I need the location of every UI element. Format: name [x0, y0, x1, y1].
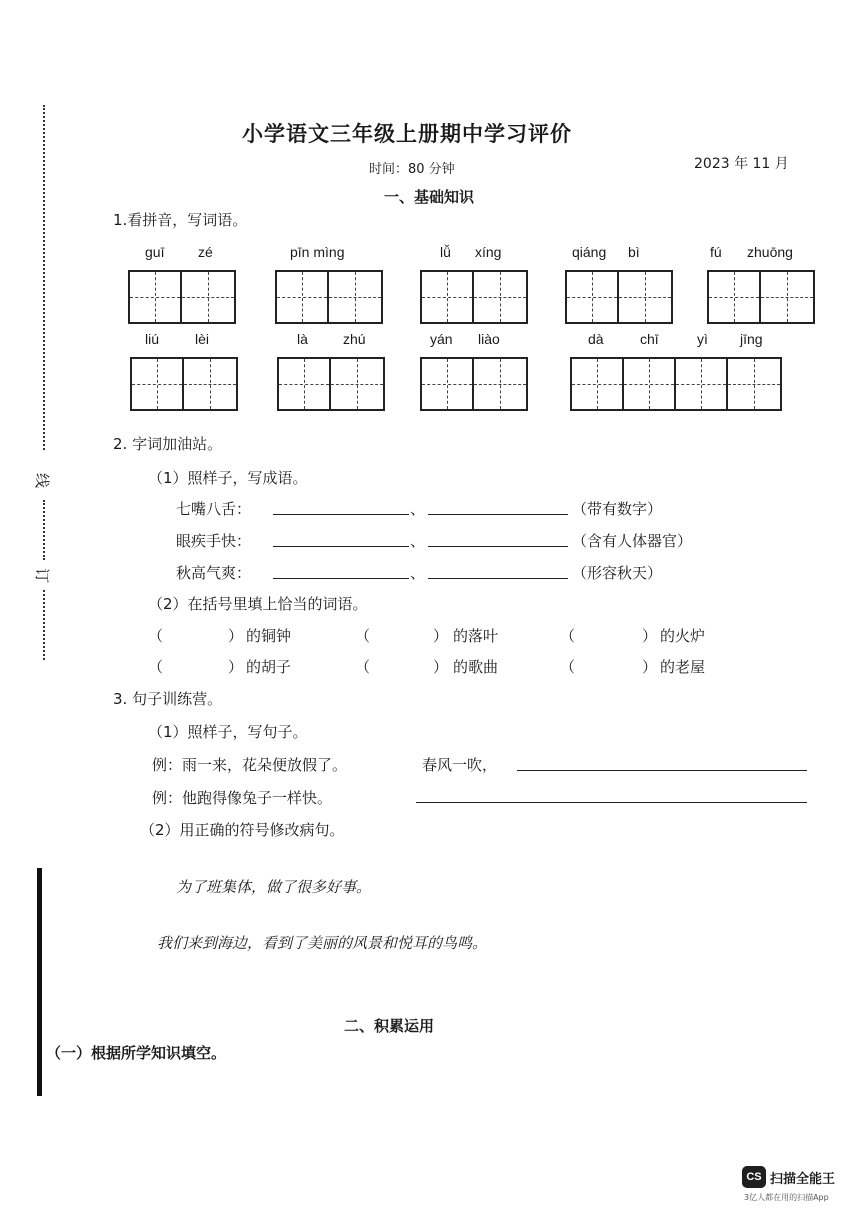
- idiom-hint: （形容秋天）: [572, 564, 663, 582]
- writing-grid[interactable]: [128, 270, 236, 324]
- pinyin: liú: [145, 331, 160, 347]
- fill-close-paren: ）: [433, 658, 449, 676]
- scanner-tagline: 3亿人都在用的扫描App: [744, 1193, 829, 1202]
- question-label: 2. 字词加油站。: [113, 435, 223, 453]
- pinyin: lǚ: [440, 244, 451, 260]
- fill-open-paren: （: [355, 627, 371, 645]
- pinyin: zhuōng: [747, 244, 793, 260]
- writing-grid[interactable]: [275, 270, 383, 324]
- fill-open-paren: （: [560, 627, 576, 645]
- pinyin: là: [297, 331, 308, 347]
- sub-question-label: （2）用正确的符号修改病句。: [140, 821, 345, 839]
- question-label: 3. 句子训练营。: [113, 690, 223, 708]
- pinyin: lèi: [195, 331, 210, 347]
- exam-time: 时间：80 分钟: [369, 162, 455, 177]
- pinyin: qiáng: [572, 244, 607, 260]
- fill-close-paren: ）: [228, 627, 244, 645]
- fill-word: 的老屋: [660, 658, 706, 676]
- fill-word: 的胡子: [246, 658, 292, 676]
- pinyin: jīng: [740, 331, 763, 347]
- page-title: 小学语文三年级上册期中学习评价: [242, 122, 572, 146]
- binding-char-ding: 订: [33, 567, 52, 584]
- writing-grid[interactable]: [570, 357, 782, 411]
- answer-blank[interactable]: [428, 545, 568, 547]
- idiom-example: 七嘴八舌：: [176, 500, 252, 518]
- writing-grid[interactable]: [277, 357, 385, 411]
- section-title: 一、基础知识: [384, 188, 475, 206]
- binding-dotted-line: [43, 105, 45, 450]
- pinyin: bì: [628, 244, 640, 260]
- idiom-hint: （带有数字）: [572, 500, 663, 518]
- answer-blank[interactable]: [517, 769, 807, 771]
- writing-grid[interactable]: [707, 270, 815, 324]
- binding-dotted-line: [43, 500, 45, 560]
- sentence-example: 例：他跑得像兔子一样快。: [152, 789, 333, 807]
- answer-blank[interactable]: [428, 513, 568, 515]
- faulty-sentence: 我们来到海边，看到了美丽的风景和悦耳的鸟鸣。: [157, 934, 488, 952]
- fill-word: 的铜钟: [246, 627, 292, 645]
- scan-edge-shadow: [37, 868, 42, 1096]
- scanner-brand: 扫描全能王: [770, 1172, 836, 1187]
- fill-open-paren: （: [148, 658, 164, 676]
- fill-open-paren: （: [355, 658, 371, 676]
- sub-question-label: （1）照样子，写句子。: [148, 723, 308, 741]
- question-label: 1.看拼音，写词语。: [113, 211, 248, 229]
- idiom-example: 眼疾手快：: [176, 532, 252, 550]
- answer-blank[interactable]: [428, 577, 568, 579]
- pinyin: yán: [430, 331, 453, 347]
- writing-grid[interactable]: [565, 270, 673, 324]
- writing-grid[interactable]: [130, 357, 238, 411]
- idiom-example: 秋高气爽：: [176, 564, 252, 582]
- fill-close-paren: ）: [642, 627, 658, 645]
- pinyin: fú: [710, 244, 722, 260]
- scanner-logo-icon: CS: [742, 1166, 766, 1188]
- idiom-hint: （含有人体器官）: [572, 532, 693, 550]
- fill-word: 的落叶: [453, 627, 499, 645]
- fill-word: 的歌曲: [453, 658, 499, 676]
- sub-question-label: （2）在括号里填上恰当的词语。: [148, 595, 368, 613]
- separator: 、: [410, 564, 426, 582]
- fill-open-paren: （: [560, 658, 576, 676]
- pinyin: zhú: [343, 331, 366, 347]
- fill-open-paren: （: [148, 627, 164, 645]
- writing-grid[interactable]: [420, 357, 528, 411]
- fill-close-paren: ）: [228, 658, 244, 676]
- separator: 、: [410, 532, 426, 550]
- pinyin: pīn mìng: [290, 244, 345, 260]
- sentence-prompt: 春风一吹，: [422, 756, 498, 774]
- sub-question-label: （1）照样子，写成语。: [148, 469, 308, 487]
- answer-blank[interactable]: [416, 801, 807, 803]
- binding-char-xian: 线: [33, 472, 52, 489]
- answer-blank[interactable]: [273, 545, 409, 547]
- sentence-example: 例：雨一来，花朵便放假了。: [152, 756, 348, 774]
- answer-blank[interactable]: [273, 513, 409, 515]
- binding-dotted-line: [43, 590, 45, 660]
- section-title: 二、积累运用: [344, 1017, 435, 1035]
- pinyin: liào: [478, 331, 500, 347]
- answer-blank[interactable]: [273, 577, 409, 579]
- pinyin: zé: [198, 244, 213, 260]
- pinyin: guī: [145, 244, 165, 260]
- fill-close-paren: ）: [642, 658, 658, 676]
- exam-date: 2023 年 11 月: [694, 156, 789, 172]
- fill-word: 的火炉: [660, 627, 706, 645]
- fill-close-paren: ）: [433, 627, 449, 645]
- writing-grid[interactable]: [420, 270, 528, 324]
- separator: 、: [410, 500, 426, 518]
- pinyin: xíng: [475, 244, 502, 260]
- pinyin: chī: [640, 331, 659, 347]
- faulty-sentence: 为了班集体，做了很多好事。: [176, 878, 372, 896]
- pinyin: yì: [697, 331, 708, 347]
- pinyin: dà: [588, 331, 604, 347]
- sub-section-title: （一）根据所学知识填空。: [46, 1044, 227, 1062]
